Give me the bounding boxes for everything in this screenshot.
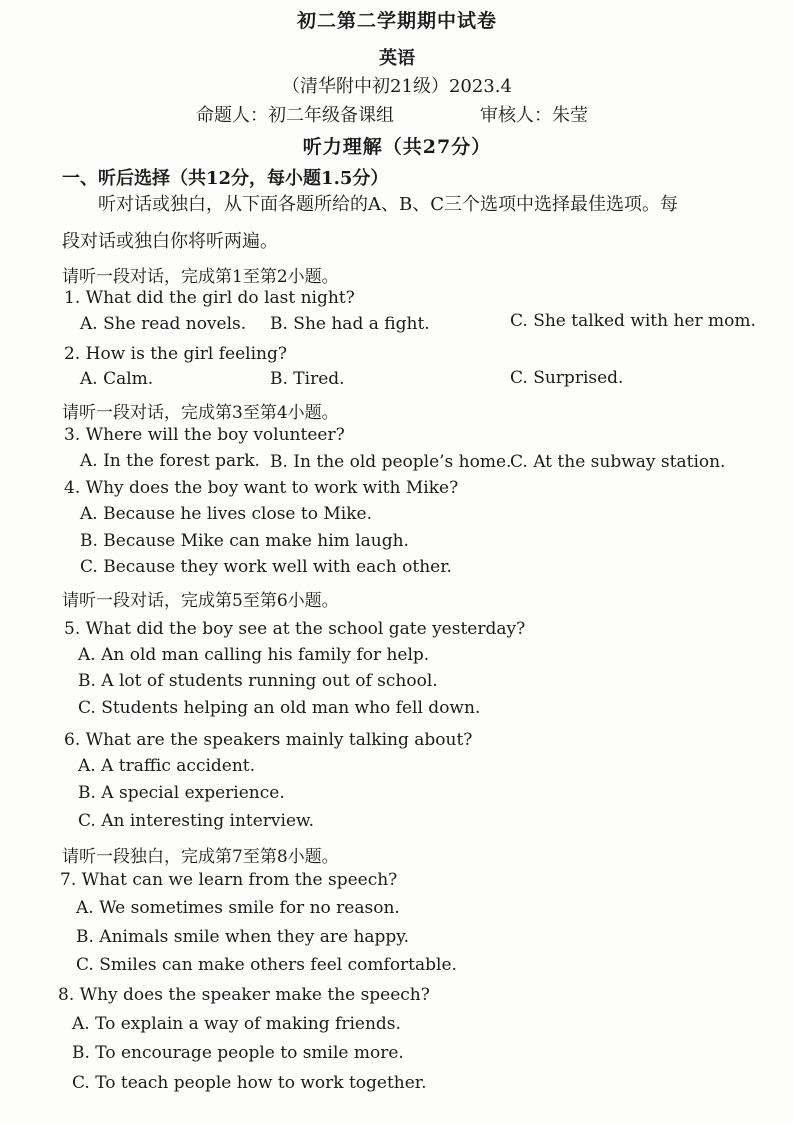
question-2: 2. How is the girl feeling?: [64, 344, 287, 364]
group-instruction-1: 请听一段对话，完成第1至第2小题。: [62, 267, 339, 287]
question-7-option-b: B. Animals smile when they are happy.: [76, 927, 410, 947]
question-2-option-b: B. Tired.: [270, 369, 345, 389]
question-3-option-a: A. In the forest park.: [80, 451, 260, 471]
question-6: 6. What are the speakers mainly talking about?: [64, 730, 473, 750]
question-5-option-c: C. Students helping an old man who fell down.: [78, 698, 481, 718]
exam-subject: 英语: [379, 48, 415, 69]
question-3-option-b: B. In the old people’s home.: [270, 452, 512, 472]
question-5-option-b: B. A lot of students running out of school.: [78, 671, 438, 691]
question-6-option-b: B. A special experience.: [78, 783, 285, 803]
group-instruction-2: 请听一段对话，完成第3至第4小题。: [62, 403, 339, 423]
question-6-option-c: C. An interesting interview.: [78, 811, 314, 831]
question-2-option-a: A. Calm.: [80, 369, 154, 389]
question-1-option-b: B. She had a fight.: [270, 314, 430, 334]
exam-authors: [196, 101, 588, 127]
section-title: 听力理解（共27分）: [302, 136, 492, 158]
exam-class-info: （清华附中初21级）2023.4: [282, 76, 512, 97]
question-4: 4. Why does the boy want to work with Mike?: [64, 478, 459, 498]
question-4-option-c: C. Because they work well with each other.: [80, 557, 452, 577]
exam-setter: 命题人：初二年级备课组: [196, 105, 394, 126]
exam-title: 初二第二学期期中试卷: [296, 10, 497, 32]
question-4-option-a: A. Because he lives close to Mike.: [80, 504, 372, 524]
question-1: 1. What did the girl do last night?: [64, 288, 355, 308]
question-5: 5. What did the boy see at the school gate yesterday?: [64, 619, 526, 639]
instruction-line-1: 听对话或独白，从下面各题所给的A、B、C三个选项中选择最佳选项。每: [98, 194, 678, 215]
group-instruction-3: 请听一段对话，完成第5至第6小题。: [62, 591, 339, 611]
part-title: 一、听后选择（共12分，每小题1.5分）: [62, 168, 389, 189]
question-5-option-a: A. An old man calling his family for help.: [78, 645, 430, 665]
question-7-option-c: C. Smiles can make others feel comfortable.: [76, 955, 457, 975]
question-3-option-c: C. At the subway station.: [510, 452, 726, 472]
question-8-option-b: B. To encourage people to smile more.: [72, 1043, 404, 1063]
question-4-option-b: B. Because Mike can make him laugh.: [80, 531, 409, 551]
question-3: 3. Where will the boy volunteer?: [64, 425, 345, 445]
question-1-option-a: A. She read novels.: [80, 314, 247, 334]
question-8-option-c: C. To teach people how to work together.: [72, 1073, 427, 1093]
question-6-option-a: A. A traffic accident.: [78, 756, 256, 776]
exam-reviewer: 审核人：朱莹: [480, 105, 588, 126]
question-1-option-c: C. She talked with her mom.: [510, 311, 756, 331]
group-instruction-4: 请听一段独白，完成第7至第8小题。: [62, 847, 339, 867]
question-7: 7. What can we learn from the speech?: [60, 870, 398, 890]
question-8: 8. Why does the speaker make the speech?: [58, 985, 430, 1005]
question-7-option-a: A. We sometimes smile for no reason.: [76, 898, 400, 918]
question-2-option-c: C. Surprised.: [510, 368, 624, 388]
instruction-line-2: 段对话或独白你将听两遍。: [62, 231, 278, 252]
question-8-option-a: A. To explain a way of making friends.: [72, 1014, 401, 1034]
